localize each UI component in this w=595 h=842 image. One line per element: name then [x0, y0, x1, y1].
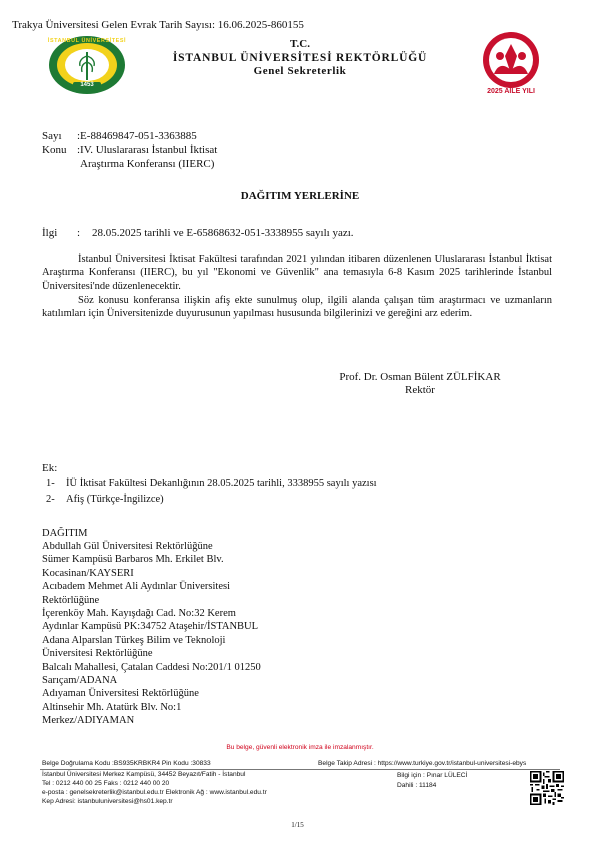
- verification-code: Belge Doğrulama Kodu :BS935KRBKR4 Pin Kodu :30833: [42, 760, 211, 767]
- distribution-line: Acıbadem Mehmet Ali Aydınlar Üniversitesi: [42, 581, 231, 593]
- family-year-logo: [470, 30, 552, 95]
- page-number: 1/15: [291, 821, 304, 829]
- attachment-item: Afiş (Türkçe-İngilizce): [66, 494, 164, 505]
- body-paragraph-1: İstanbul Üniversitesi İktisat Fakültesi tarafından 2021 yılından itibaren düzenlenen Uluslararası İstanbul İktisat Araştırma Konferansı (IIERC), bu yıl "Ekonomi ve Güvenlik" ana temasıyla 6-8 Kasım 2025 tarihlerinde İstanbul Üniversitesi'nde düzenlenecektir.: [42, 254, 552, 292]
- distribution-line: Aydınlar Kampüsü PK:34752 Ataşehir/İSTANBUL: [42, 621, 259, 633]
- contact-person: Bilgi için : Pınar LÜLECİ: [397, 772, 468, 779]
- konu-value-line2: Araştırma Konferansı (IIERC): [80, 158, 215, 170]
- footer-kep: Kep Adresi: istanbuluniversitesi@hs01.kep.tr: [42, 798, 173, 805]
- distribution-line: Kocasinan/KAYSERI: [42, 567, 134, 579]
- attachment-number: 2-: [46, 494, 55, 505]
- footer-address: İstanbul Üniversitesi Merkez Kampüsü, 34452 Beyazıt/Fatih - İstanbul: [42, 771, 246, 778]
- signatory-name: Prof. Dr. Osman Bülent ZÜLFİKAR: [339, 371, 501, 383]
- distribution-line: Balcalı Mahallesi, Çatalan Caddesi No:201/1 01250: [42, 661, 261, 673]
- sayi-value: :E-88469847-051-3363885: [77, 130, 197, 142]
- ilgi-text: 28.05.2025 tarihli ve E-65868632-051-3338955 sayılı yazı.: [92, 227, 354, 239]
- distribution-line: Merkez/ADIYAMAN: [42, 715, 135, 727]
- distribution-line: Sümer Kampüsü Barbaros Mh. Erkilet Blv.: [42, 554, 224, 566]
- university-heading: İSTANBUL ÜNİVERSİTESİ REKTÖRLÜĞÜ: [172, 52, 428, 64]
- logo-ring-text: İSTANBUL ÜNİVERSİTESİ: [47, 38, 127, 44]
- body-paragraph-2: Söz konusu konferansa ilişkin afiş ekte sunulmuş olup, ilgili alanda çalışan tüm araştırmacı ve uzmanların katılımları için Üniversitenizde duyurusunun yapılması hususunda bilgilerinizi ve gereğini arz ederim.: [42, 295, 552, 320]
- unit-heading: Genel Sekreterlik: [253, 65, 347, 77]
- istanbul-university-logo: [47, 34, 127, 96]
- konu-value-line1: :IV. Uluslararası İstanbul İktisat: [77, 144, 218, 156]
- footer-email: e-posta : genelsekreterlik@istanbul.edu.tr Elektronik Ağ : www.istanbul.edu.tr: [42, 789, 267, 796]
- tracking-address: Belge Takip Adresi : https://www.turkiye.gov.tr/istanbul-universitesi-ebys: [318, 760, 527, 767]
- distribution-line: Sarıçam/ADANA: [42, 675, 118, 687]
- distribution-line: Altinsehir Mh. Atatürk Blv. No:1: [42, 701, 182, 713]
- distribution-line: Abdullah Gül Üniversitesi Rektörlüğüne: [42, 541, 213, 552]
- qr-code-icon: [530, 771, 564, 805]
- distribution-line: Adıyaman Üniversitesi Rektörlüğüne: [42, 688, 199, 700]
- sayi-label: Sayı: [42, 130, 62, 142]
- signatory-title: Rektör: [405, 384, 435, 396]
- esign-notice: Bu belge, güvenli elektronik imza ile imzalanmıştır.: [226, 744, 374, 751]
- konu-label: Konu: [42, 144, 67, 156]
- family-year-caption: 2025 AİLE YILI: [487, 88, 535, 95]
- ilgi-separator: :: [77, 227, 81, 239]
- ilgi-label: İlgi: [42, 227, 58, 239]
- distribution-line: Adana Alparslan Türkeş Bilim ve Teknoloji: [42, 634, 226, 646]
- logo-year: 1453: [80, 82, 94, 88]
- attachment-item: İÜ İktisat Fakültesi Dekanlığının 28.05.2025 tarihli, 3338955 sayılı yazısı: [66, 478, 377, 489]
- footer-phone: Tel : 0212 440 00 25 Faks : 0212 440 00 20: [42, 780, 170, 787]
- contact-extension: Dahili : 11184: [397, 782, 437, 789]
- distribution-line: Rektörlüğüne: [42, 594, 100, 606]
- distribution-line: Üniversitesi Rektörlüğüne: [42, 648, 153, 660]
- incoming-document-stamp: Trakya Üniversitesi Gelen Evrak Tarih Sayısı: 16.06.2025-860155: [12, 19, 304, 31]
- attachment-number: 1-: [46, 478, 55, 489]
- tc-heading: T.C.: [290, 38, 310, 50]
- distribution-line: İçerenköy Mah. Kayışdağı Cad. No:32 Kerem: [42, 608, 236, 620]
- attachments-label: Ek:: [42, 462, 58, 474]
- distribution-list: [42, 540, 261, 728]
- footer-divider: [40, 769, 560, 770]
- distribution-label: DAĞITIM: [42, 528, 88, 539]
- addressee: DAĞITIM YERLERİNE: [240, 190, 360, 202]
